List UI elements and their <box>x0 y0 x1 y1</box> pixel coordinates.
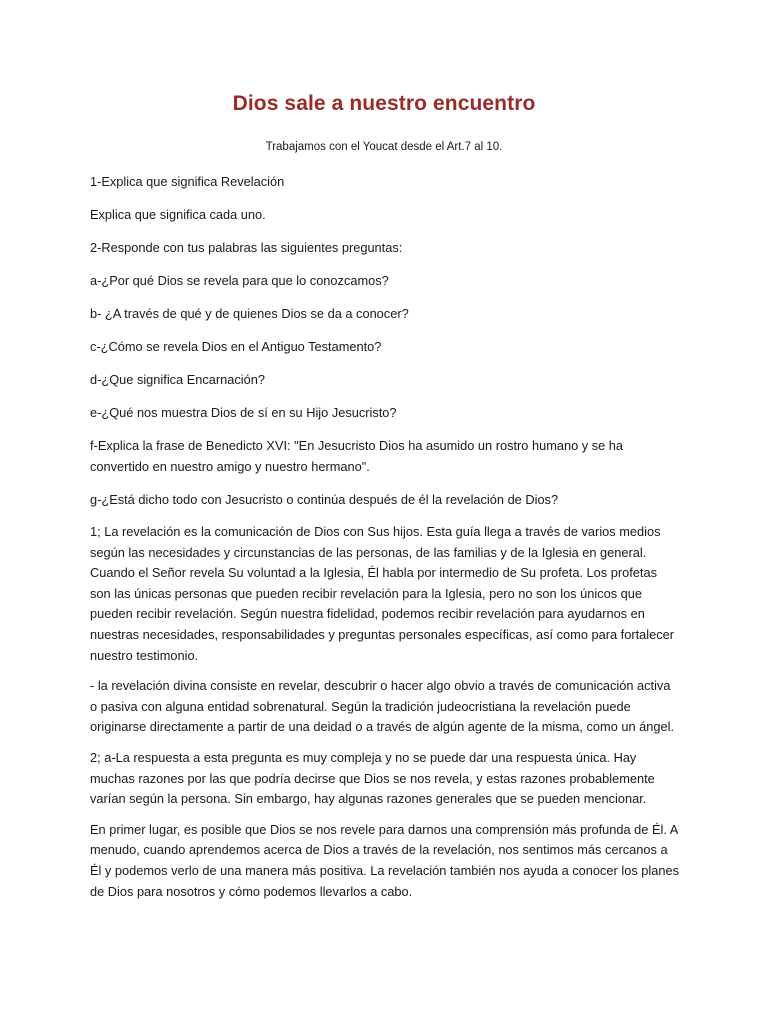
answer-paragraph: 2; a-La respuesta a esta pregunta es muy compleja y no se puede dar una respuesta única. Hay muchas razones por las que podría decirse que Dios se nos revela, y estas razones probablemente varían según la persona. Sin embargo, hay algunas razones generales que se pueden mencionar. <box>90 749 655 807</box>
question-2c: c-¿Cómo se revela Dios en el Antiguo Testamento? <box>90 339 382 354</box>
answer-list <box>90 522 680 902</box>
question-2a: a-¿Por qué Dios se revela para que lo conozcamos? <box>90 273 389 288</box>
question-1-sub: Explica que significa cada uno. <box>90 207 266 222</box>
answer-paragraph: En primer lugar, es posible que Dios se nos revele para darnos una comprensión más profunda de Él. A menudo, cuando aprendemos acerca de Dios a través de la revelación, nos sentimos más cercanos a Él y podemos verlo de una manera más positiva. La revelación también nos ayuda a conocer los planes de Dios para nosotros y cómo podemos llevarlos a cabo. <box>90 821 679 899</box>
question-list <box>90 171 680 510</box>
answer-paragraph: - la revelación divina consiste en revelar, descubrir o hacer algo obvio a través de comunicación activa o pasiva con alguna entidad sobrenatural. Según la tradición judeocristiana la revelación puede originarse directamente a partir de una deidad o a través de algún agente de la misma, como un ángel. <box>90 678 675 735</box>
question-2d: d-¿Que significa Encarnación? <box>90 372 265 387</box>
page-subtitle: Trabajamos con el Youcat desde el Art.7 al 10. <box>265 141 503 153</box>
question-2g: g-¿Está dicho todo con Jesucristo o continúa después de él la revelación de Dios? <box>90 492 559 507</box>
answer-paragraph: 1; La revelación es la comunicación de Dios con Sus hijos. Esta guía llega a través de varios medios según las necesidades y circunstancias de las personas, de las familias y de la Iglesia en general. Cuando el Señor revela Su voluntad a la Iglesia, Él habla por intermedio de Su profeta. Los profetas son las únicas personas que pueden recibir revelación para la Iglesia, pero no son los únicos que pueden recibir revelación. Según nuestra fidelidad, podemos recibir revelación para ayudarnos en nuestras necesidades, responsabilidades y preguntas personales específicas, así como para fortalecer nuestro testimonio. <box>90 524 675 663</box>
question-2: 2-Responde con tus palabras las siguientes preguntas: <box>90 240 403 255</box>
question-1: 1-Explica que significa Revelación <box>90 174 285 189</box>
question-2e: e-¿Qué nos muestra Dios de sí en su Hijo Jesucristo? <box>90 405 397 420</box>
question-2f: f-Explica la frase de Benedicto XVI: "En Jesucristo Dios ha asumido un rostro humano y se ha convertido en nuestro amigo y nuestro hermano". <box>90 438 624 474</box>
page-title: Dios sale a nuestro encuentro <box>232 92 536 115</box>
document-body <box>90 171 680 912</box>
question-2b: b- ¿A través de qué y de quienes Dios se da a conocer? <box>90 306 409 321</box>
